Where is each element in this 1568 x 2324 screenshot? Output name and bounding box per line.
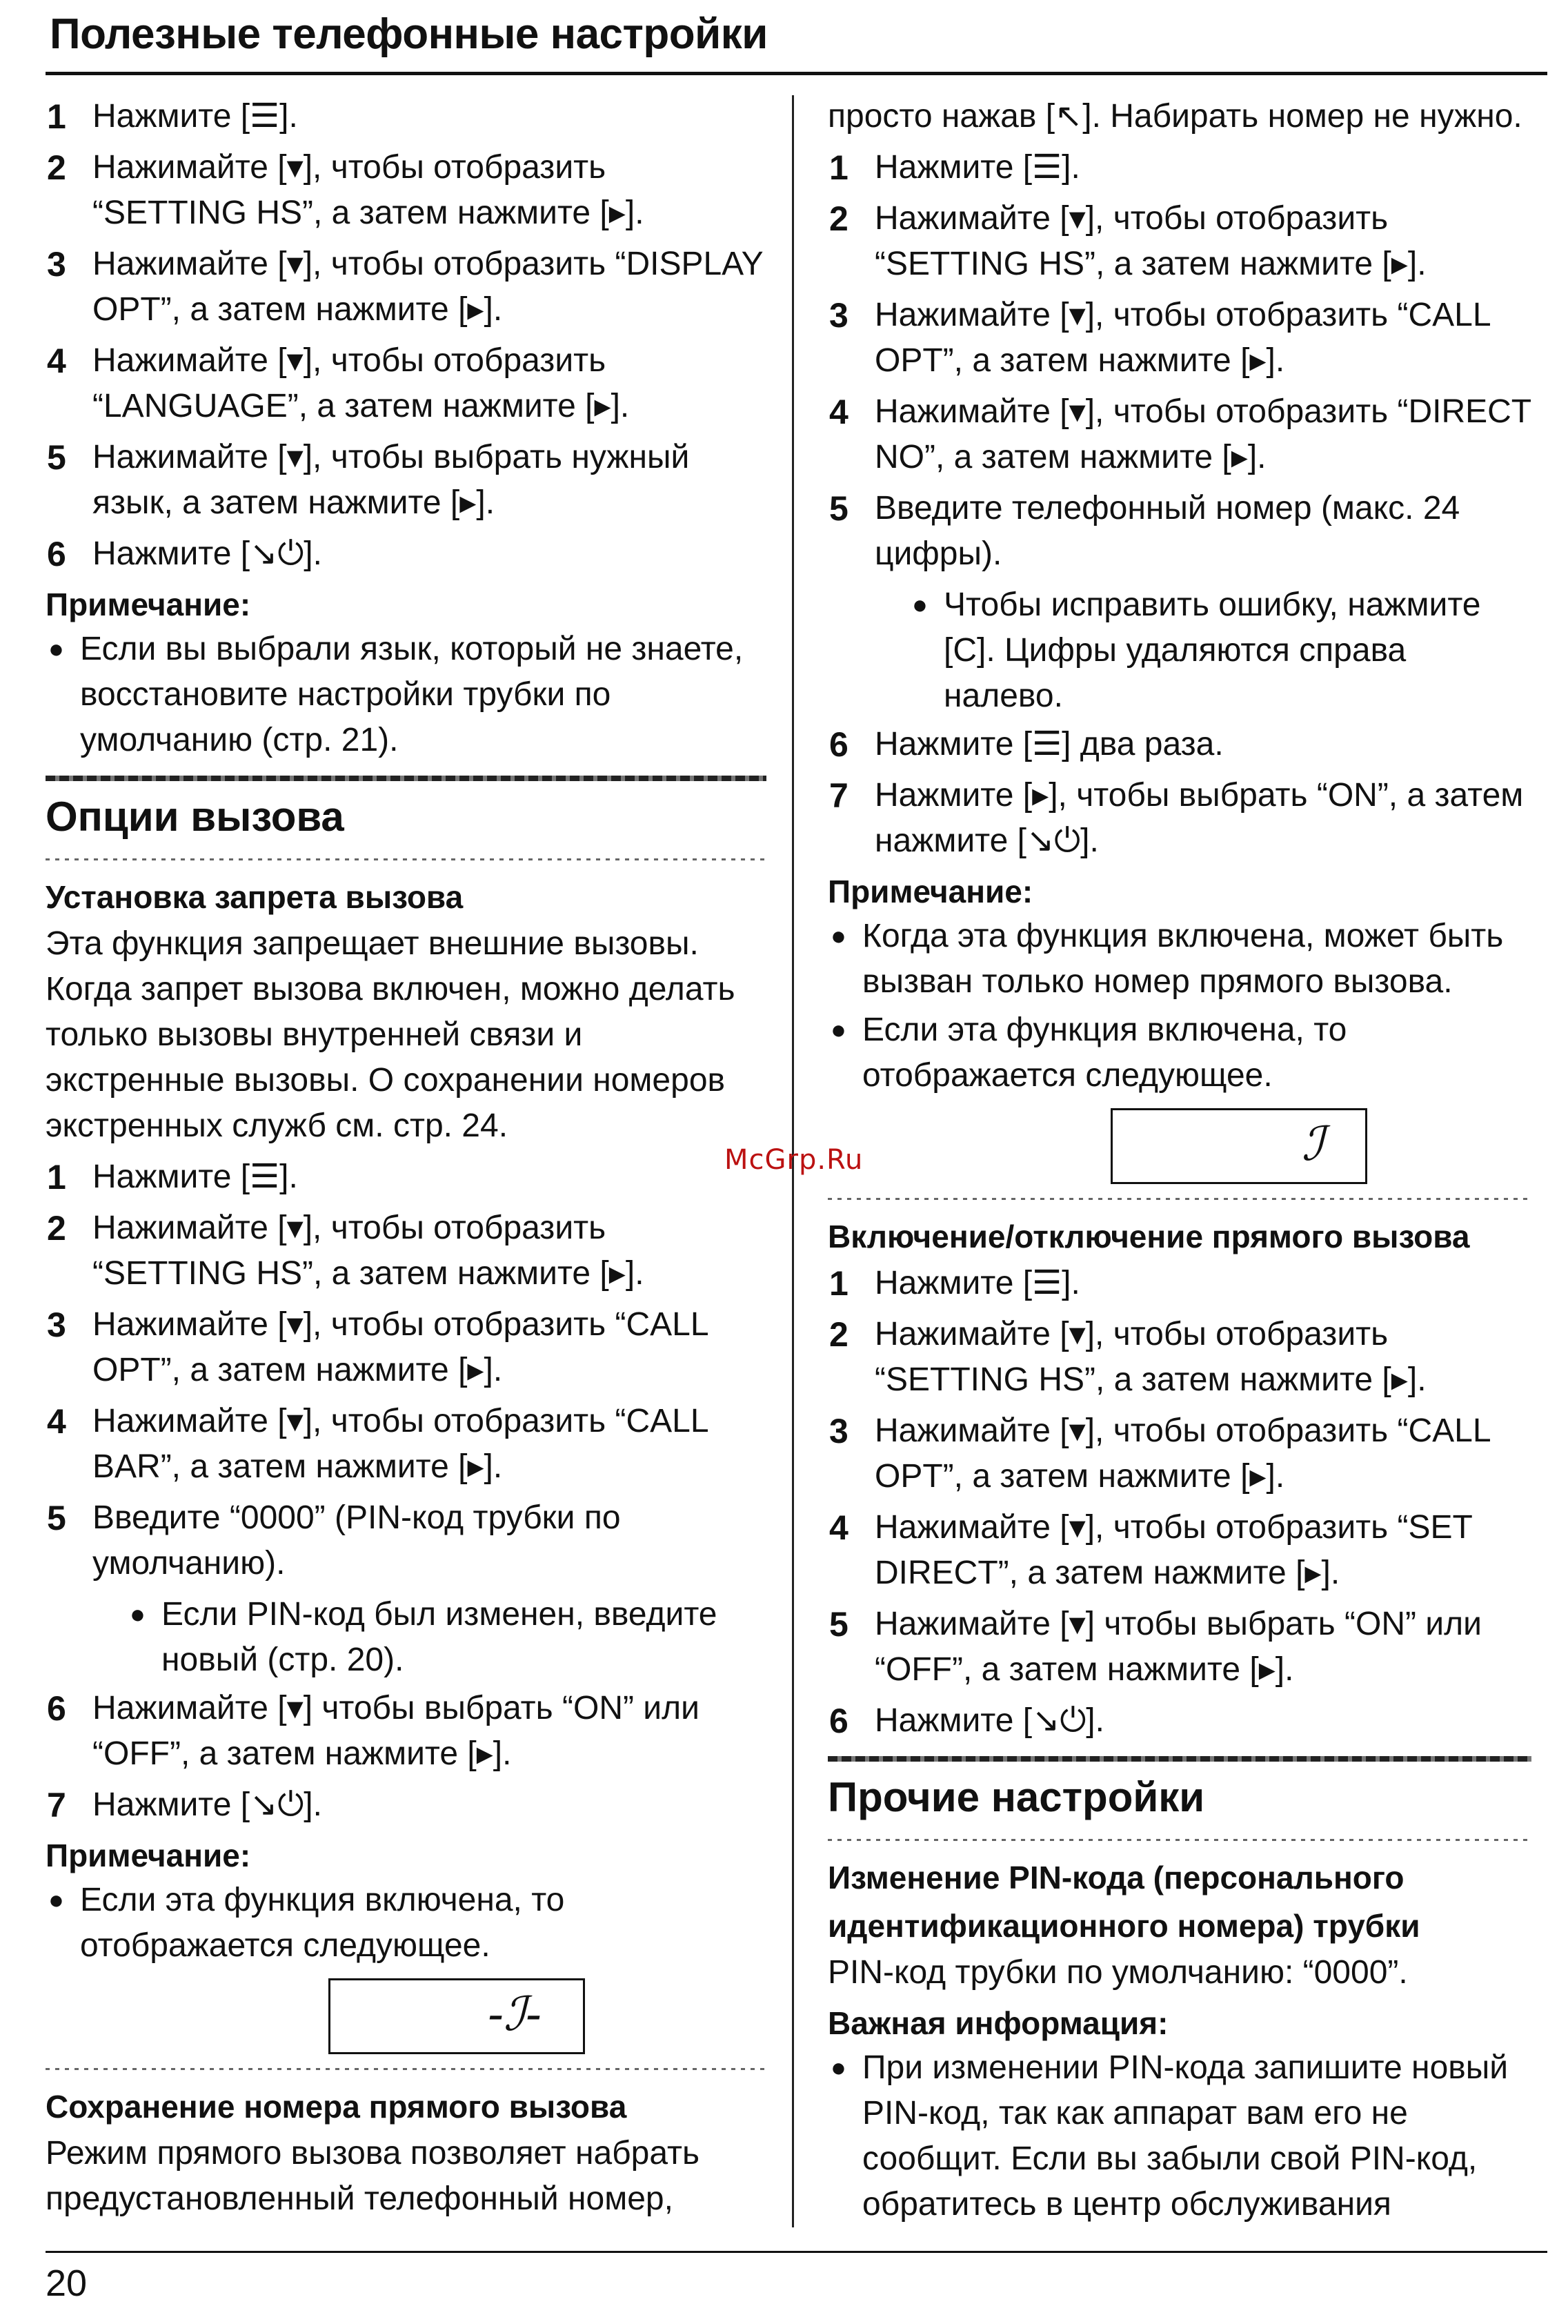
- step-text: Нажимайте [▾], чтобы отобразить “CALL OPT”, а затем нажмите [▸].: [92, 1306, 708, 1388]
- step-number: 3: [47, 1306, 66, 1344]
- step-text: Нажимайте [▾], чтобы отобразить “SETTING HS”, а затем нажмите [▸].: [92, 1210, 644, 1292]
- step: [46, 531, 766, 577]
- step: [46, 242, 766, 333]
- step-text: Нажимайте [▾], чтобы отобразить “DIRECT NO”, а затем нажмите [▸].: [875, 393, 1531, 475]
- step-number: 7: [829, 776, 848, 815]
- step-text: Введите телефонный номер (макс. 24 цифры).: [875, 490, 1460, 572]
- step-text: Нажмите [☰].: [92, 1159, 298, 1195]
- step: [46, 1495, 766, 1586]
- step-text: Нажимайте [▾], чтобы отобразить “SETTING HS”, а затем нажмите [▸].: [875, 200, 1427, 282]
- direct-save-description: Режим прямого вызова позволяет набрать предустановленный телефонный номер,: [46, 2135, 699, 2217]
- page-number: 20: [46, 2263, 88, 2304]
- step-number: 4: [829, 1508, 848, 1547]
- section-rule-thin: [46, 858, 766, 860]
- callbar-description: Эта функция запрещает внешние вызовы. Когда запрет вызова включен, можно делать только вызовы внутренней связи и экстренные вызовы. О сохранении номеров экстренных служб см. стр. 24.: [46, 925, 735, 1144]
- important-bullet: ● При изменении PIN-кода запишите новый PIN-код, так как аппарат вам его не сообщит. Если вы забыли свой PIN-код, обратитесь в центр обслуживания: [828, 2045, 1531, 2227]
- section-rule-thin: [828, 1839, 1531, 1841]
- step: [828, 722, 1531, 767]
- step: [46, 1399, 766, 1490]
- language-steps: [46, 94, 766, 577]
- step-number: 5: [47, 1499, 66, 1537]
- step-text: Нажимайте [▾], чтобы отобразить “CALL OPT”, а затем нажмите [▸].: [875, 1412, 1490, 1495]
- step: [828, 1602, 1531, 1693]
- pin-default-text: PIN-код трубки по умолчанию: “0000”.: [828, 1954, 1408, 1991]
- title-rule: [46, 72, 1547, 75]
- step-number: 5: [829, 1605, 848, 1644]
- step-number: 1: [829, 148, 848, 187]
- step-number: 6: [47, 1689, 66, 1728]
- step-text: Нажмите [↘⏻].: [92, 1786, 322, 1823]
- page-title: Полезные телефонные настройки: [50, 10, 768, 58]
- step: [46, 1686, 766, 1777]
- step-number: 6: [829, 725, 848, 764]
- step-text: Нажимайте [▾], чтобы выбрать нужный язык, а затем нажмите [▸].: [92, 439, 690, 521]
- note-bullet: ● Когда эта функция включена, может быть вызван только номер прямого вызова.: [828, 914, 1531, 1005]
- direct-toggle-steps: [828, 1261, 1531, 1744]
- step-text: Нажимайте [▾], чтобы отобразить “CALL OPT”, а затем нажмите [▸].: [875, 297, 1490, 379]
- step-text: Нажмите [↘⏻].: [92, 535, 322, 572]
- step-number: 1: [829, 1264, 848, 1303]
- step-number: 3: [829, 1412, 848, 1450]
- lcd-display-illustration: [1111, 1108, 1367, 1184]
- step-number: 2: [829, 199, 848, 238]
- step-number: 6: [829, 1702, 848, 1740]
- direct-save-description-cont: просто нажав [↖]. Набирать номер не нужно.: [828, 98, 1522, 135]
- step-text: Нажимайте [▾] чтобы выбрать “ON” или “OFF”, а затем нажмите [▸].: [92, 1690, 699, 1772]
- step-number: 2: [47, 1209, 66, 1248]
- step-text: Введите “0000” (PIN-код трубки по умолчанию).: [92, 1499, 621, 1582]
- step-number: 4: [47, 342, 66, 380]
- step: [828, 773, 1531, 864]
- subheading-direct-toggle: Включение/отключение прямого вызова: [828, 1219, 1470, 1254]
- step-number: 5: [47, 438, 66, 477]
- step-text: Нажимайте [▾], чтобы отобразить “LANGUAGE”, а затем нажмите [▸].: [92, 342, 630, 424]
- sub-bullet: ● Чтобы исправить ошибку, нажмите [C]. Цифры удаляются справа налево.: [909, 582, 1531, 719]
- subheading-call-bar: Установка запрета вызова: [46, 879, 464, 915]
- step: [828, 293, 1531, 384]
- step-number: 3: [47, 245, 66, 284]
- subheading-direct-save: Сохранение номера прямого вызова: [46, 2089, 627, 2125]
- step: [828, 486, 1531, 577]
- step-number: 2: [829, 1315, 848, 1354]
- step-text: Нажмите [☰] два раза.: [875, 726, 1224, 762]
- direct-call-lcd-icon: ℐ: [1302, 1117, 1324, 1172]
- step-number: 5: [829, 489, 848, 528]
- step: [828, 145, 1531, 190]
- subheading-pin-change: Изменение PIN-кода (персонального идентификационного номера) трубки: [828, 1860, 1420, 1944]
- step: [46, 94, 766, 139]
- step-text: Нажимайте [▾], чтобы отобразить “DISPLAY OPT”, а затем нажмите [▸].: [92, 246, 763, 328]
- step-text: Нажимайте [▾], чтобы отобразить “SETTING HS”, а затем нажмите [▸].: [875, 1316, 1427, 1398]
- step-text: Нажмите [☰].: [875, 149, 1080, 186]
- note-bullet: ● Если эта функция включена, то отображается следующее.: [828, 1007, 1531, 1099]
- section-rule-thin: [46, 2068, 766, 2070]
- step: [828, 1505, 1531, 1596]
- step: [828, 389, 1531, 480]
- important-heading: Важная информация:: [828, 2005, 1169, 2041]
- watermark: McGrp.Ru: [724, 1144, 864, 1176]
- step: [46, 145, 766, 236]
- step-text: Нажимайте [▾], чтобы отобразить “SETTING HS”, а затем нажмите [▸].: [92, 149, 644, 231]
- callbar-steps: [46, 1154, 766, 1828]
- lcd-display-illustration: [328, 1978, 585, 2054]
- footer-rule: [46, 2251, 1547, 2253]
- step: [828, 1261, 1531, 1306]
- direct-save-steps: [828, 145, 1531, 864]
- note-bullet: ● Если вы выбрали язык, который не знаете, восстановите настройки трубки по умолчанию (стр. 21).: [46, 627, 766, 763]
- section-rule: [46, 776, 766, 781]
- sub-bullet: ● Если PIN-код был изменен, введите новый (стр. 20).: [127, 1592, 766, 1683]
- step: [46, 435, 766, 526]
- step-number: 4: [829, 393, 848, 431]
- step: [46, 1302, 766, 1393]
- step: [46, 338, 766, 429]
- section-title-other-settings: Прочие настройки: [828, 1774, 1205, 1820]
- step: [46, 1154, 766, 1200]
- step-text: Нажмите [☰].: [92, 98, 298, 135]
- left-column: [46, 94, 766, 2227]
- step-number: 1: [47, 97, 66, 136]
- step-number: 6: [47, 535, 66, 573]
- note-heading: Примечание:: [46, 587, 251, 622]
- section-rule: [828, 1756, 1531, 1762]
- step-text: Нажмите [▸], чтобы выбрать “ON”, а затем нажмите [↘⏻].: [875, 777, 1524, 859]
- step: [828, 196, 1531, 287]
- step: [46, 1782, 766, 1828]
- step: [828, 1312, 1531, 1403]
- step-number: 2: [47, 148, 66, 187]
- note-bullet: ● Если эта функция включена, то отображается следующее.: [46, 1878, 766, 1969]
- step-text: Нажмите [☰].: [875, 1265, 1080, 1301]
- step-number: 7: [47, 1786, 66, 1824]
- step-number: 3: [829, 296, 848, 335]
- step: [828, 1408, 1531, 1499]
- step: [46, 1205, 766, 1297]
- section-title-call-options: Опции вызова: [46, 794, 344, 840]
- section-rule-thin: [828, 1198, 1531, 1200]
- step-text: Нажимайте [▾] чтобы выбрать “ON” или “OFF”, а затем нажмите [▸].: [875, 1606, 1482, 1688]
- right-column: [828, 94, 1531, 2230]
- note-heading: Примечание:: [46, 1838, 251, 1873]
- step-number: 1: [47, 1158, 66, 1197]
- step-text: Нажимайте [▾], чтобы отобразить “SET DIRECT”, а затем нажмите [▸].: [875, 1509, 1472, 1591]
- step-number: 4: [47, 1402, 66, 1441]
- step: [828, 1698, 1531, 1744]
- note-heading: Примечание:: [828, 874, 1033, 909]
- step-text: Нажмите [↘⏻].: [875, 1702, 1104, 1739]
- step-text: Нажимайте [▾], чтобы отобразить “CALL BAR”, а затем нажмите [▸].: [92, 1403, 708, 1485]
- call-bar-lcd-icon: -ℐ-: [488, 1987, 542, 2042]
